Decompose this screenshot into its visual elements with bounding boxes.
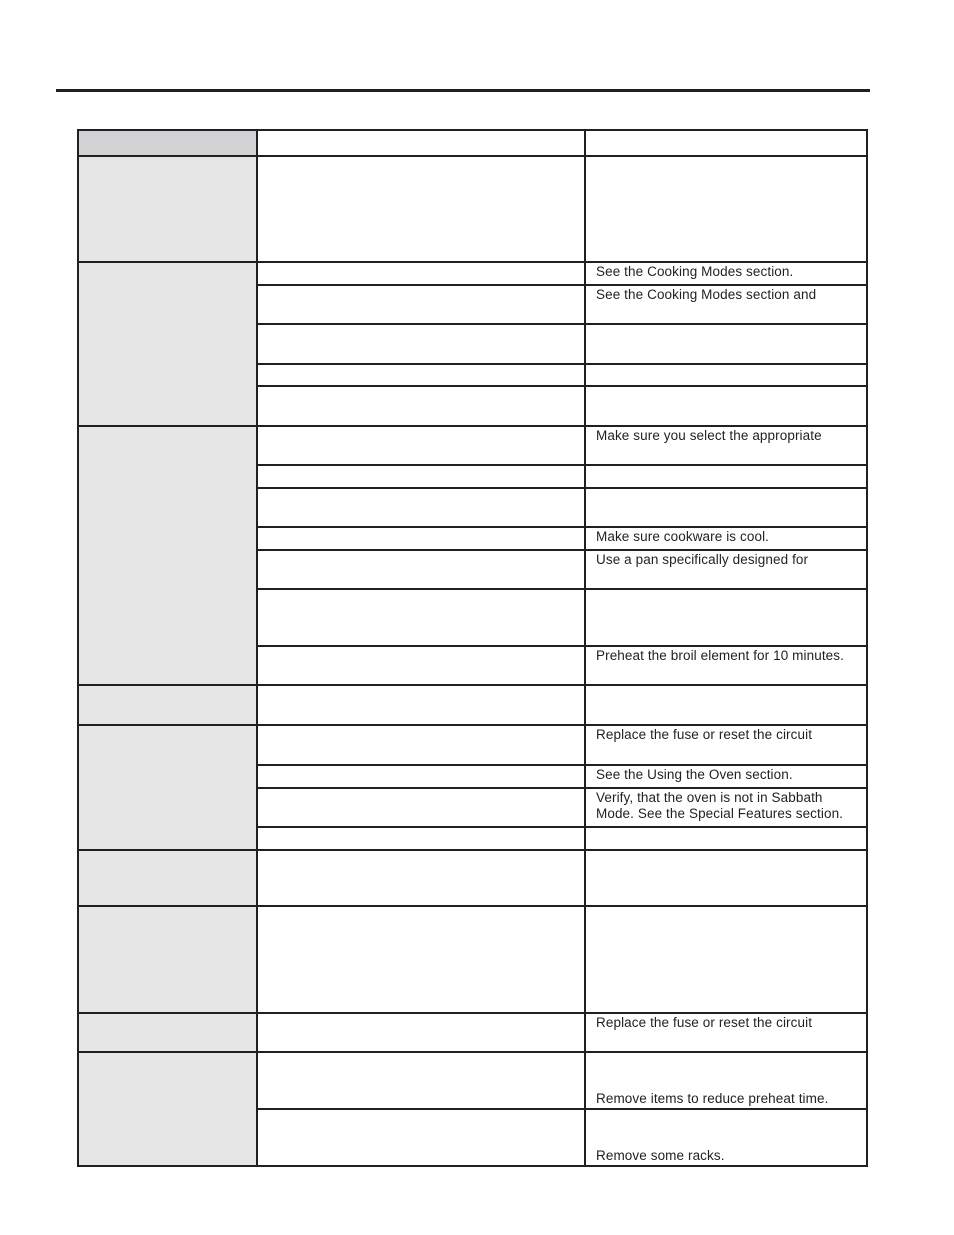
action-cell xyxy=(585,906,867,1013)
table-row xyxy=(78,725,867,765)
action-text xyxy=(586,828,866,829)
cause-cell xyxy=(257,262,585,285)
table-row xyxy=(78,426,867,465)
action-cell xyxy=(585,1052,867,1109)
cause-text xyxy=(258,766,584,767)
cause-cell xyxy=(257,685,585,725)
header-cause xyxy=(257,130,585,156)
cause-cell xyxy=(257,364,585,386)
cause-text xyxy=(258,325,584,326)
action-text: Verify, that the oven is not in Sabbath Mode. See the Special Features section. xyxy=(596,790,844,821)
action-cell xyxy=(585,262,867,285)
cause-text xyxy=(258,828,584,829)
cause-cell xyxy=(257,465,585,488)
problem-label xyxy=(79,1014,256,1015)
action-text: Remove items to reduce preheat time. xyxy=(596,1091,829,1106)
problem-label xyxy=(79,263,256,264)
action-text: See the Using the Oven section. xyxy=(596,767,793,782)
cause-text xyxy=(258,365,584,366)
problem-label xyxy=(79,1053,256,1054)
problem-label xyxy=(79,686,256,687)
problem-cell xyxy=(78,426,257,685)
table-row xyxy=(78,1013,867,1052)
action-text: See the Cooking Modes section and xyxy=(596,287,817,302)
action-text: Replace the fuse or reset the circuit xyxy=(596,727,813,742)
cause-text xyxy=(258,263,584,264)
header-rule xyxy=(56,89,870,92)
action-cell xyxy=(585,850,867,906)
cause-cell xyxy=(257,156,585,262)
action-text: See the Cooking Modes section. xyxy=(596,264,794,279)
cause-text xyxy=(258,1014,584,1015)
cause-text xyxy=(258,851,584,852)
problem-label xyxy=(79,726,256,727)
action-text xyxy=(586,157,866,158)
cause-cell xyxy=(257,850,585,906)
cause-text xyxy=(258,528,584,529)
action-cell xyxy=(585,685,867,725)
table-header-row xyxy=(78,130,867,156)
table-row xyxy=(78,156,867,262)
cause-cell xyxy=(257,1013,585,1052)
cause-text xyxy=(258,907,584,908)
problem-cell xyxy=(78,1013,257,1052)
action-text: Preheat the broil element for 10 minutes. xyxy=(596,648,844,663)
action-text: Make sure you select the appropriate xyxy=(596,428,822,443)
action-cell xyxy=(585,386,867,426)
cause-cell xyxy=(257,1109,585,1166)
header-problem xyxy=(78,130,257,156)
action-cell xyxy=(585,646,867,685)
action-text xyxy=(586,590,866,591)
action-cell xyxy=(585,788,867,827)
cause-text xyxy=(258,427,584,428)
cause-cell xyxy=(257,788,585,827)
cause-text xyxy=(258,1053,584,1054)
problem-cell xyxy=(78,850,257,906)
cause-cell xyxy=(257,765,585,788)
action-cell xyxy=(585,1013,867,1052)
action-cell xyxy=(585,156,867,262)
table-row xyxy=(78,850,867,906)
action-text: Replace the fuse or reset the circuit xyxy=(596,1015,813,1030)
problem-cell xyxy=(78,262,257,426)
action-cell xyxy=(585,765,867,788)
table-body xyxy=(78,156,867,1166)
cause-text xyxy=(258,551,584,552)
cause-text xyxy=(258,1110,584,1111)
cause-text xyxy=(258,387,584,388)
cause-text xyxy=(258,726,584,727)
action-cell xyxy=(585,550,867,589)
cause-text xyxy=(258,647,584,648)
cause-text xyxy=(258,789,584,790)
cause-cell xyxy=(257,646,585,685)
action-text xyxy=(586,489,866,490)
cause-cell xyxy=(257,527,585,550)
cause-text xyxy=(258,590,584,591)
action-cell xyxy=(585,488,867,527)
action-text xyxy=(586,466,866,467)
action-text xyxy=(586,851,866,852)
action-cell xyxy=(585,725,867,765)
problem-cell xyxy=(78,725,257,850)
cause-cell xyxy=(257,589,585,646)
action-text xyxy=(586,325,866,326)
action-cell xyxy=(585,465,867,488)
problem-label xyxy=(79,157,256,158)
cause-text xyxy=(258,686,584,687)
action-cell xyxy=(585,426,867,465)
cause-cell xyxy=(257,324,585,364)
action-text xyxy=(586,365,866,366)
problem-cell xyxy=(78,906,257,1013)
action-text: Remove some racks. xyxy=(596,1148,725,1163)
cause-cell xyxy=(257,1052,585,1109)
problem-cell xyxy=(78,1052,257,1166)
action-text: Make sure cookware is cool. xyxy=(596,529,770,544)
table-row xyxy=(78,262,867,285)
cause-cell xyxy=(257,285,585,324)
header-action xyxy=(585,130,867,156)
table-row xyxy=(78,906,867,1013)
cause-cell xyxy=(257,550,585,589)
troubleshooting-table xyxy=(77,129,868,1167)
action-cell xyxy=(585,589,867,646)
cause-text xyxy=(258,286,584,287)
problem-label xyxy=(79,427,256,428)
problem-cell xyxy=(78,156,257,262)
action-cell xyxy=(585,285,867,324)
cause-cell xyxy=(257,386,585,426)
problem-label xyxy=(79,851,256,852)
action-text xyxy=(586,686,866,687)
action-text: Use a pan specifically designed for xyxy=(596,552,809,567)
action-cell xyxy=(585,827,867,850)
cause-cell xyxy=(257,725,585,765)
cause-cell xyxy=(257,906,585,1013)
cause-cell xyxy=(257,426,585,465)
cause-cell xyxy=(257,827,585,850)
action-cell xyxy=(585,364,867,386)
cause-text xyxy=(258,157,584,158)
problem-cell xyxy=(78,685,257,725)
table-row xyxy=(78,1052,867,1109)
cause-text xyxy=(258,489,584,490)
cause-text xyxy=(258,466,584,467)
action-cell xyxy=(585,324,867,364)
problem-label xyxy=(79,907,256,908)
cause-cell xyxy=(257,488,585,527)
table-row xyxy=(78,685,867,725)
action-text xyxy=(586,387,866,388)
action-cell xyxy=(585,527,867,550)
action-cell xyxy=(585,1109,867,1166)
action-text xyxy=(586,907,866,908)
